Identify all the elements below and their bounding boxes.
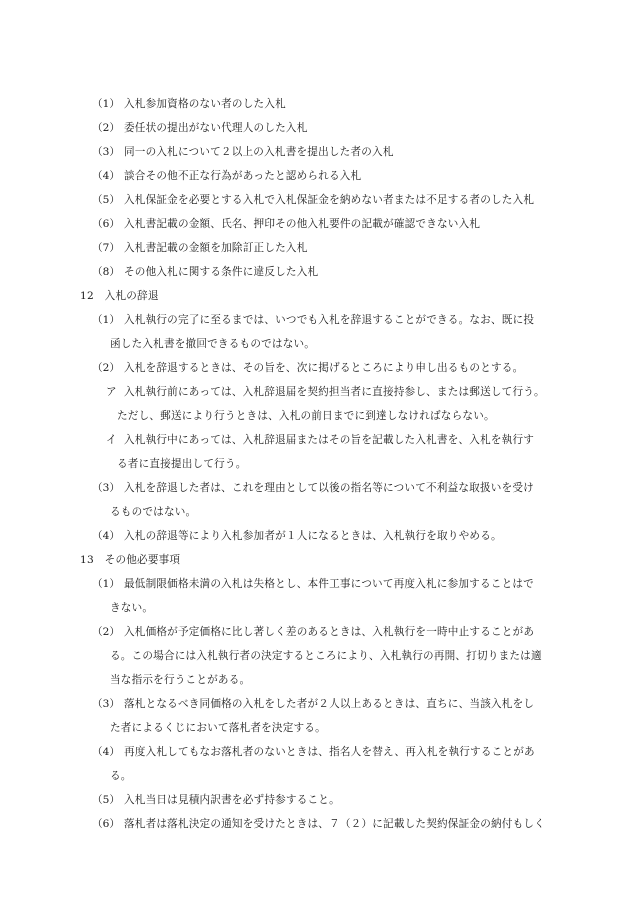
section-heading-13: 13 その他必要事項 bbox=[80, 554, 181, 566]
list-item-number: （5） bbox=[92, 194, 120, 206]
paragraph-text: きない。 bbox=[110, 602, 154, 614]
paragraph-number: （1） bbox=[92, 578, 120, 590]
paragraph-number: （6） bbox=[92, 818, 120, 830]
paragraph-text: 入札の辞退等により入札参加者が１人になるときは、入札執行を取りやめる。 bbox=[124, 530, 502, 542]
paragraph-number: （5） bbox=[92, 794, 120, 806]
paragraph-text: る。この場合には入札執行者の決定するところにより、入札執行の再開、打切りまたは適 bbox=[110, 650, 542, 662]
list-item-text: 入札保証金を必要とする入札で入札保証金を納めない者または不足する者のした入札 bbox=[124, 194, 535, 206]
subitem-text: ただし、郵送により行うときは、入札の前日までに到達しなければならない。 bbox=[117, 410, 495, 422]
paragraph-number: （2） bbox=[92, 362, 120, 374]
paragraph-text: るものではない。 bbox=[110, 506, 197, 518]
paragraph-text: 入札を辞退した者は、これを理由として以後の指名等について不利益な取扱いを受け bbox=[124, 482, 534, 494]
list-item-number: （7） bbox=[92, 242, 120, 254]
paragraph-text: 落札者は落札決定の通知を受けたときは、７（２）に記載した契約保証金の納付もしく bbox=[124, 818, 545, 830]
paragraph-number: （1） bbox=[92, 314, 120, 326]
paragraph-number: （4） bbox=[92, 746, 120, 758]
paragraph-text: 入札価格が予定価格に比し著しく差のあるときは、入札執行を一時中止することがあ bbox=[124, 626, 535, 638]
list-item-text: 委任状の提出がない代理人のした入札 bbox=[124, 122, 308, 134]
paragraph-text: る。 bbox=[110, 770, 132, 782]
list-item-number: （1） bbox=[92, 98, 120, 110]
paragraph-number: （4） bbox=[92, 530, 120, 542]
list-item-text: その他入札に関する条件に違反した入札 bbox=[124, 266, 319, 278]
subitem-text: 入札執行前にあっては、入札辞退届を契約担当者に直接持参し、または郵送して行う。 bbox=[124, 386, 545, 398]
section-heading-12: 12 入札の辞退 bbox=[80, 290, 159, 302]
paragraph-text: 最低制限価格未満の入札は失格とし、本件工事について再度入札に参加することはで bbox=[124, 578, 534, 590]
list-item-number: （3） bbox=[92, 146, 120, 158]
paragraph-text: 入札執行の完了に至るまでは、いつでも入札を辞退することができる。なお、既に投 bbox=[124, 314, 535, 326]
paragraph-number: （2） bbox=[92, 626, 120, 638]
paragraph-text: た者によるくじにおいて落札者を決定する。 bbox=[110, 722, 326, 734]
list-item-text: 同一の入札について２以上の入札書を提出した者の入札 bbox=[124, 146, 394, 158]
paragraph-text: 落札となるべき同価格の入札をした者が２人以上あるときは、直ちに、当該入札をし bbox=[124, 698, 535, 710]
list-item-number: （4） bbox=[92, 170, 120, 182]
list-item-text: 入札書記載の金額、氏名、押印その他入札要件の記載が確認できない入札 bbox=[124, 218, 481, 230]
paragraph-text: 当な指示を行うことがある。 bbox=[110, 674, 251, 686]
paragraph-number: （3） bbox=[92, 482, 120, 494]
paragraph-text: 入札を辞退するときは、その旨を、次に掲げるところにより申し出るものとする。 bbox=[124, 362, 524, 374]
subitem-mark: ア bbox=[106, 386, 117, 398]
subitem-text: る者に直接提出して行う。 bbox=[117, 458, 247, 470]
paragraph-text: 入札当日は見積内訳書を必ず持参すること。 bbox=[124, 794, 340, 806]
paragraph-number: （3） bbox=[92, 698, 120, 710]
list-item-text: 入札書記載の金額を加除訂正した入札 bbox=[124, 242, 308, 254]
list-item-number: （6） bbox=[92, 218, 120, 230]
list-item-text: 入札参加資格のない者のした入札 bbox=[124, 98, 286, 110]
paragraph-text: 函した入札書を撤回できるものではない。 bbox=[110, 338, 316, 350]
subitem-text: 入札執行中にあっては、入札辞退届またはその旨を記載した入札書を、入札を執行す bbox=[124, 434, 535, 446]
subitem-mark: イ bbox=[106, 434, 117, 446]
list-item-text: 談合その他不正な行為があったと認められる入札 bbox=[124, 170, 362, 182]
list-item-number: （8） bbox=[92, 266, 120, 278]
list-item-number: （2） bbox=[92, 122, 120, 134]
paragraph-text: 再度入札してもなお落札者のないときは、指名人を替え、再入札を執行することがあ bbox=[124, 746, 535, 758]
